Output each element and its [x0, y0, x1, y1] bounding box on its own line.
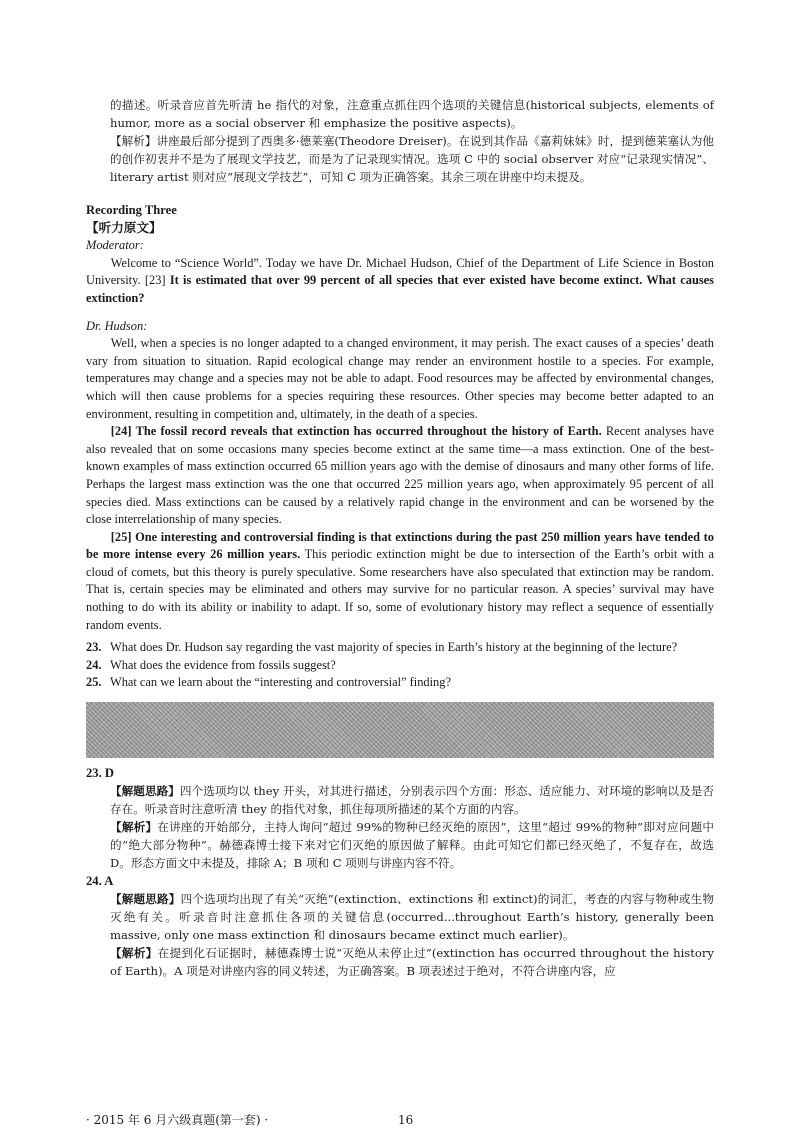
- moderator-label: Moderator:: [86, 238, 144, 253]
- moderator-key-sentence: It is estimated that over 99 percent of all species that ever existed have become extinct. What causes extinction?: [86, 273, 714, 305]
- hudson-paragraph-1: Well, when a species is no longer adapted to a changed environment, it may perish. The exact causes of a species’ death vary from situation to situation. Rapid ecological change may render an environment hostile to a species. For example, temperatures may change and a species may not be able to adapt. Food resources may be affected by environmental changes, which will then cause problems for a species requiring these resources. Other species may become better adapted to an environment, resulting in competition and, ultimately, in the death of a species.: [86, 336, 714, 421]
- question-text: What does the evidence from fossils suggest?: [110, 657, 336, 672]
- analysis-label: 【解析】: [110, 946, 158, 961]
- hudson-label: Dr. Hudson:: [86, 318, 148, 333]
- question-number: 25.: [86, 675, 102, 690]
- question-number: 24.: [86, 657, 102, 672]
- obscured-summary-box: [86, 702, 714, 758]
- hudson-paragraph-2-rest: Recent analyses have also revealed that on some occasions many species become extinct at the same time—a mass extinction. One of the best-known examples of mass extinction occurred 65 million years ago with the demise of dinosaurs and many other forms of life. Perhaps the largest mass extinction was the one that occurred 225 million years ago, when approximately 95 percent of all species died. Mass extinctions can be caused by a relatively rapid change in the environment and can be worsened by the close interrelationship of many species.: [86, 424, 714, 527]
- question-item: [86, 657, 714, 675]
- intro-text: 的描述。听录音应首先听清 he 指代的对象，注意重点抓住四个选项的关键信息(historical subjects, elements of humor, more as a social observer 和 emphasize the positive aspects)。: [110, 98, 714, 130]
- hudson-key-sentence-25: One interesting and controversial finding is that extinctions during the past 250 million years have tended to be more intense every 26 million years.: [86, 529, 714, 562]
- hudson-paragraph-2: [86, 423, 714, 529]
- tip-text: 四个选项均出现了有关“灭绝”(extinction、extinctions 和 extinct)的词汇，考查的内容与物种或生物灭绝有关。听录音时注意抓住各项的关键信息(occurred...throughout Earth’s history, generally been massive, only one mass extinction 和 dinosaurs became extinct much earlier)。: [110, 892, 714, 943]
- answer-24-tip: [86, 890, 714, 944]
- page-number: 16: [398, 1113, 414, 1127]
- question-tag-25: [25]: [110, 529, 132, 544]
- answer-24-heading: 24. A: [86, 874, 114, 889]
- tip-label: 【解题思路】: [110, 784, 180, 799]
- analysis-text: 在提到化石证据时，赫德森博士说“灭绝从未停止过”(extinction has occurred throughout the history of Earth)。A 项是对讲座内容的同义转述，为正确答案。B 项表述过于绝对，不符合讲座内容，应: [110, 946, 714, 979]
- answer-23-analysis: [86, 818, 714, 872]
- question-number: 23.: [86, 640, 102, 655]
- tip-text: 四个选项均以 they 开头，对其进行描述，分别表示四个方面：形态、适应能力、对环境的影响以及是否存在。听录音时注意听清 they 的指代对象，抓住每项所描述的某个方面的内容。: [110, 784, 714, 817]
- answer-24-analysis: [86, 944, 714, 980]
- hudson-key-sentence-24: The fossil record reveals that extinction has occurred throughout the history of Earth.: [135, 424, 602, 439]
- question-list: [86, 639, 714, 692]
- hudson-paragraph-3-rest: This periodic extinction might be due to intersection of the Earth’s orbit with a cloud of comets, but this theory is purely speculative. Some researchers have also speculated that extinction may be random. That is, certain species may be eliminated and others may survive for no particular reason. A species’ survival may have nothing to do with its ability or inability to adapt. If so, some of evolutionary history may reflect a sequence of essentially random events.: [86, 547, 714, 632]
- moderator-paragraph: [86, 255, 714, 308]
- answer-23-tip: [86, 782, 714, 818]
- footer-exam-title: · 2015 年 6 月六级真题(第一套) ·: [86, 1113, 269, 1127]
- tip-label: 【解题思路】: [110, 892, 181, 907]
- hudson-paragraph-3: [86, 529, 714, 635]
- question-tag-23: [23]: [144, 273, 166, 288]
- prev-analysis-text: 【解析】讲座最后部分提到了西奥多·德莱塞(Theodore Dreiser)。在说到其作品《嘉莉妹妹》时，提到德莱塞认为他的创作初衷并不是为了展现文学技艺，而是为了记录现实情况。选项 C 中的 social observer 对应“记录现实情况”、literary artist 则对应“展现文学技艺”，可知 C 项为正确答案。其余三项在讲座中均未提及。: [110, 134, 714, 184]
- question-text: What does Dr. Hudson say regarding the vast majority of species in Earth’s history at the beginning of the lecture?: [110, 640, 678, 655]
- analysis-label: 【解析】: [110, 820, 158, 835]
- answer-23-heading: 23. D: [86, 766, 114, 781]
- question-tag-24: [24]: [110, 424, 132, 439]
- recording-title: Recording Three: [86, 203, 177, 217]
- transcript-label: 【听力原文】: [86, 220, 162, 235]
- question-item: [86, 674, 714, 692]
- moderator-text: Welcome to “Science World”. Today we have Dr. Michael Hudson, Chief of the Department of Life Science in Boston University.: [86, 255, 714, 288]
- question-text: What can we learn about the “interesting and controversial” finding?: [110, 675, 451, 690]
- question-item: [86, 639, 714, 657]
- analysis-text: 在讲座的开始部分，主持人询问“超过 99%的物种已经灭绝的原因”，这里“超过 99%的物种”即对应问题中的“绝大部分物种”。赫德森博士接下来对它们灭绝的原因做了解释。由此可知它们都已经灭绝了，不复存在，故选 D。形态方面文中未提及，排除 A；B 项和 C 项则与讲座内容不符。: [110, 820, 714, 871]
